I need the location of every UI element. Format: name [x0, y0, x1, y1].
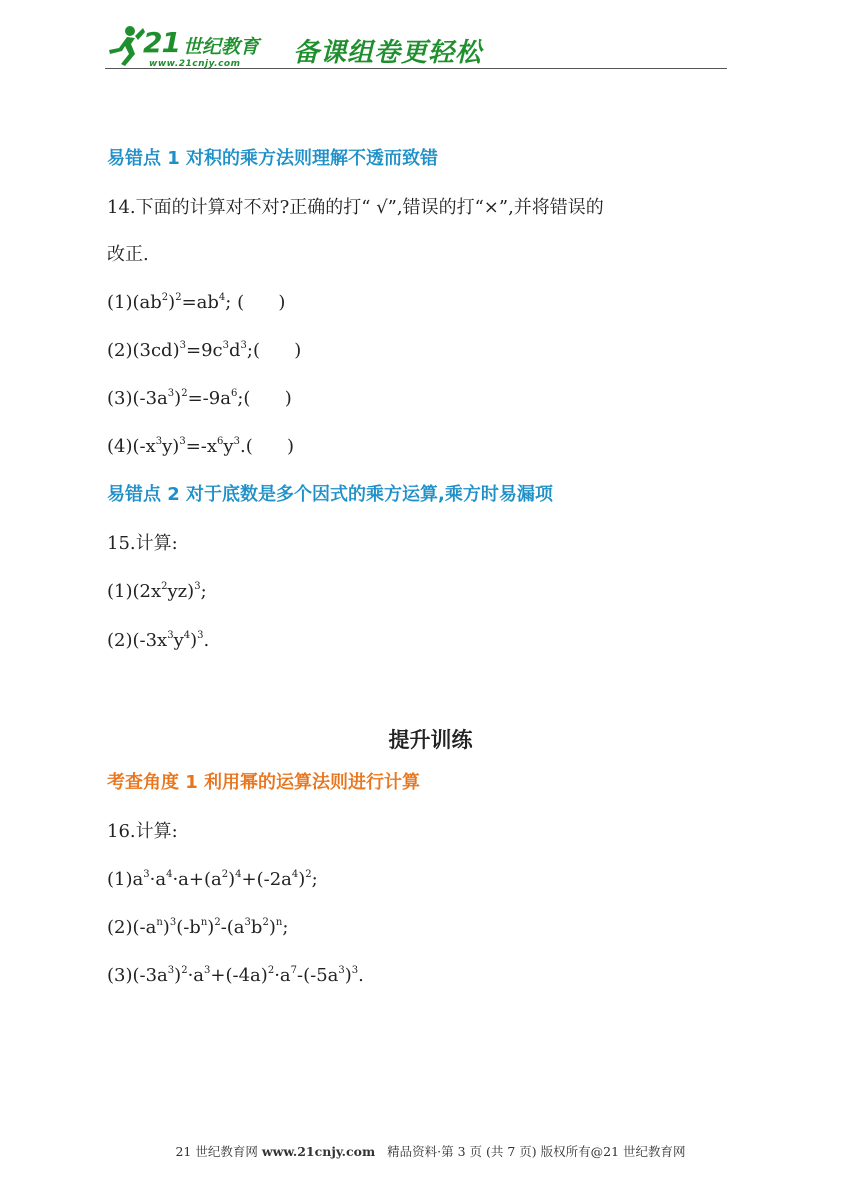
- q14-item-2: $(2)(3cd)^3=9c^3d^3$;( ): [107, 340, 302, 361]
- q16-item-3: $(3)(-3a^3)^2\cdot a^3+(-4a)^2\cdot a^7-(-5a^3)^3$.: [107, 965, 364, 986]
- q15-stem: 15.计算:: [107, 533, 178, 554]
- q14-item-3: $(3)(-3a^3)^2=-9a^6$;( ): [107, 388, 292, 409]
- logo-number: 21: [143, 26, 180, 59]
- logo-text: 世纪教育: [183, 36, 260, 58]
- q14-item-4: $(4)(-x^3y)^3=-x^6y^3$.( ): [107, 436, 295, 457]
- page-footer: [0, 1142, 861, 1160]
- aspect-1-heading: 考查角度 1 利用幂的运算法则进行计算: [107, 772, 421, 793]
- logo-url: www.21cnjy.com: [149, 59, 241, 69]
- error-point-1-heading: 易错点 1 对积的乘方法则理解不透而致错: [107, 148, 439, 169]
- q16-item-1: $(1)a^3\cdot a^4\cdot a+(a^2)^4+(-2a^4)^2$;: [107, 869, 318, 890]
- footer-info: 精品资料·第 3 页 (共 7 页) 版权所有@21 世纪教育网: [387, 1144, 686, 1159]
- runner-logo-icon: [105, 24, 145, 66]
- q14-stem-line1: 14.下面的计算对不对?正确的打“ √”,错误的打“×”,并将错误的: [107, 197, 604, 218]
- q16-stem: 16.计算:: [107, 821, 178, 842]
- q16-item-2: $(2)(-a^n)^3(-b^n)^2-(a^3b^2)^n$;: [107, 917, 289, 938]
- footer-url[interactable]: www.21cnjy.com: [261, 1144, 376, 1159]
- footer-site: 21 世纪教育网: [175, 1144, 258, 1159]
- improvement-training-title: 提升训练: [388, 728, 473, 752]
- q15-item-2: $(2)(-3x^3y^4)^3$.: [107, 630, 210, 651]
- header-slogan: 备课组卷更轻松: [293, 38, 483, 68]
- error-point-2-heading: 易错点 2 对于底数是多个因式的乘方运算,乘方时易漏项: [107, 484, 553, 505]
- q14-stem-line2: 改正.: [107, 244, 149, 265]
- header-divider: [105, 68, 727, 69]
- page-header: [105, 22, 727, 72]
- q15-item-1: $(1)(2x^2yz)^3$;: [107, 581, 207, 602]
- q14-item-1: $(1)(ab^2)^2=ab^4$; ( ): [107, 292, 286, 313]
